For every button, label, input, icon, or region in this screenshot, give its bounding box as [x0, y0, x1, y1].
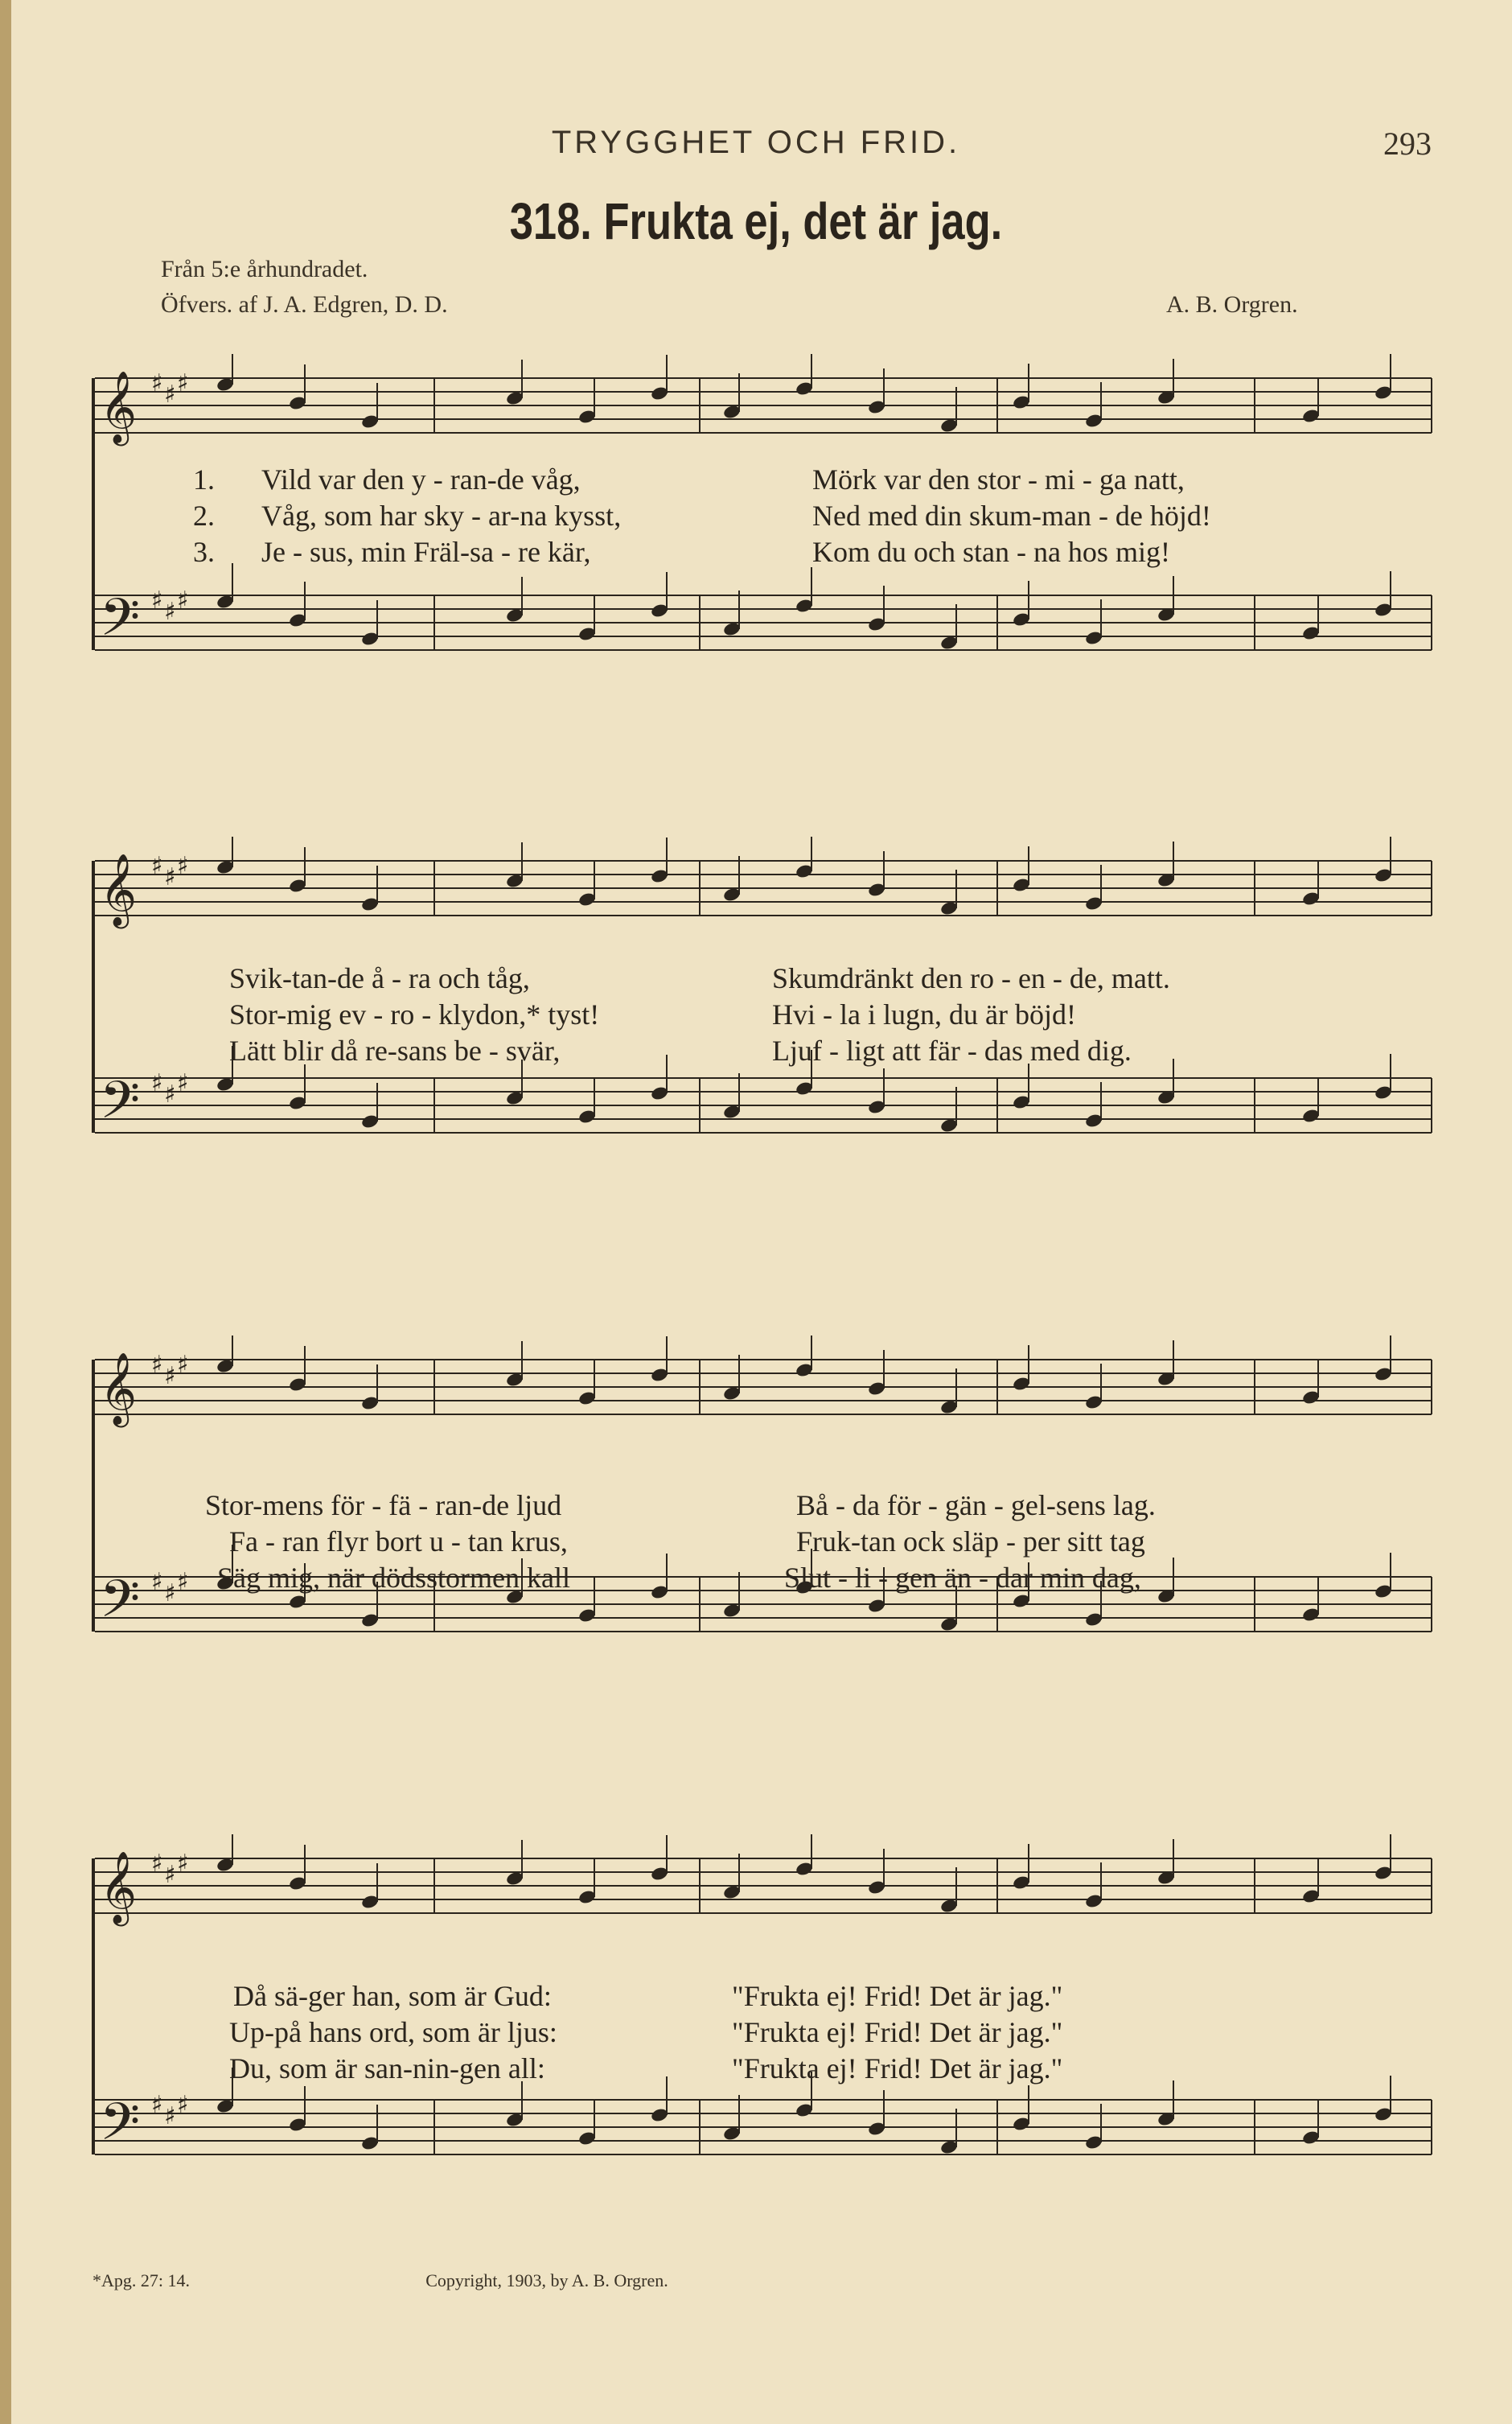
music-system-1 — [88, 338, 1440, 724]
staff-0 — [95, 354, 1432, 447]
treble-clef-icon: 𝄞 — [100, 854, 138, 926]
verse-number: 2. — [193, 500, 215, 532]
page-number: 293 — [1383, 126, 1432, 162]
sharp-icon: ♯ — [151, 369, 163, 397]
lyric-line-2-2 — [88, 998, 1440, 1033]
lyric-line-4-2 — [88, 2015, 1440, 2051]
music-system-4 — [88, 1818, 1440, 2237]
lyric-line-2-1 — [88, 961, 1440, 997]
lyric-line-3-1 — [88, 1488, 1440, 1524]
lyric-second-half: Fruk-tan ock släp - per sitt tag — [796, 1525, 1145, 1558]
treble-clef-icon: 𝄞 — [100, 371, 138, 443]
lyric-second-half: Slut - li - gen än - dar min dag, — [784, 1562, 1141, 1594]
sharp-icon: ♯ — [151, 1069, 163, 1097]
footnote: *Apg. 27: 14. — [92, 2270, 190, 2290]
lyric-first-half: Vild var den y - ran-de våg, — [261, 463, 581, 496]
sharp-icon: ♯ — [177, 1351, 189, 1379]
sharp-icon: ♯ — [164, 863, 176, 891]
sharp-icon: ♯ — [177, 1568, 189, 1596]
lyric-line-1-3 — [88, 535, 1440, 570]
composer-credit: A. B. Orgren. — [1166, 291, 1298, 318]
sharp-icon: ♯ — [177, 369, 189, 397]
sharp-icon: ♯ — [177, 852, 189, 880]
text-origin: Från 5:e århundradet. — [161, 256, 368, 282]
sharp-icon: ♯ — [164, 381, 176, 409]
lyric-second-half: "Frukta ej! Frid! Det är jag." — [732, 2016, 1063, 2048]
treble-clef-icon: 𝄞 — [100, 1851, 138, 1924]
sharp-icon: ♯ — [151, 2091, 163, 2119]
staff-0 — [95, 1834, 1432, 1927]
lyric-second-half: Mörk var den stor - mi - ga natt, — [812, 463, 1185, 496]
lyric-second-half: Skumdränkt den ro - en - de, matt. — [772, 962, 1170, 994]
lyric-second-half: "Frukta ej! Frid! Det är jag." — [732, 2052, 1063, 2084]
lyric-second-half: Kom du och stan - na hos mig! — [812, 536, 1170, 568]
lyric-first-half: Du, som är san-nin-gen all: — [229, 2052, 545, 2084]
lyric-first-half: Våg, som har sky - ar-na kysst, — [261, 500, 622, 532]
verse-number: 3. — [193, 536, 215, 568]
sharp-icon: ♯ — [151, 852, 163, 880]
lyric-first-half: Säg mig, när dödsstormen kall — [217, 1562, 570, 1594]
bass-clef-icon: 𝄢 — [100, 1570, 141, 1642]
sharp-icon: ♯ — [177, 2091, 189, 2119]
staff-0 — [95, 1335, 1432, 1428]
bass-clef-icon: 𝄢 — [100, 588, 141, 661]
lyric-line-3-3 — [88, 1561, 1440, 1596]
treble-clef-icon: 𝄞 — [100, 1352, 138, 1425]
lyric-first-half: Svik-tan-de å - ra och tåg, — [229, 962, 530, 994]
lyric-second-half: Hvi - la i lugn, du är böjd! — [772, 998, 1076, 1031]
lyric-first-half: Då sä-ger han, som är Gud: — [233, 1980, 552, 2012]
lyric-first-half: Je - sus, min Fräl-sa - re kär, — [261, 536, 591, 568]
sharp-icon: ♯ — [164, 1861, 176, 1889]
bass-clef-icon: 𝄢 — [100, 2093, 141, 2165]
lyric-second-half: "Frukta ej! Frid! Det är jag." — [732, 1980, 1063, 2012]
bass-clef-icon: 𝄢 — [100, 1071, 141, 1143]
lyric-line-4-3 — [88, 2052, 1440, 2087]
lyric-line-2-3 — [88, 1034, 1440, 1069]
staff-1 — [95, 563, 1432, 661]
sharp-icon: ♯ — [177, 586, 189, 615]
lyric-second-half: Bå - da för - gän - gel-sens lag. — [796, 1489, 1156, 1521]
sharp-icon: ♯ — [177, 1069, 189, 1097]
lyric-first-half: Lätt blir då re-sans be - svär, — [229, 1035, 561, 1067]
lyric-line-1-1 — [88, 463, 1440, 498]
sharp-icon: ♯ — [164, 1362, 176, 1390]
music-system-2 — [88, 821, 1440, 1207]
sharp-icon: ♯ — [164, 1080, 176, 1109]
sharp-icon: ♯ — [164, 2102, 176, 2130]
lyric-second-half: Ljuf - ligt att fär - das med dig. — [772, 1035, 1132, 1067]
running-title: TRYGGHET OCH FRID. — [551, 125, 961, 160]
sharp-icon: ♯ — [151, 1568, 163, 1596]
lyric-first-half: Fa - ran flyr bort u - tan krus, — [229, 1525, 568, 1558]
sharp-icon: ♯ — [151, 1351, 163, 1379]
hymn-title: 318. Frukta ej, det är jag. — [509, 192, 1003, 250]
sharp-icon: ♯ — [151, 586, 163, 615]
copyright-notice: Copyright, 1903, by A. B. Orgren. — [425, 2270, 668, 2290]
lyric-line-4-1 — [88, 1979, 1440, 2015]
lyric-first-half: Stor-mens för - fä - ran-de ljud — [205, 1489, 562, 1521]
verse-number: 1. — [193, 463, 215, 496]
lyric-first-half: Stor-mig ev - ro - klydon,* tyst! — [229, 998, 600, 1031]
sharp-icon: ♯ — [164, 1579, 176, 1607]
lyric-line-1-2 — [88, 499, 1440, 534]
sharp-icon: ♯ — [177, 1850, 189, 1878]
lyric-first-half: Up-på hans ord, som är ljus: — [229, 2016, 557, 2048]
sharp-icon: ♯ — [164, 598, 176, 626]
lyric-second-half: Ned med din skum-man - de höjd! — [812, 500, 1211, 532]
music-system-3 — [88, 1319, 1440, 1706]
book-spine-edge — [0, 0, 11, 2424]
translator-credit: Öfvers. af J. A. Edgren, D. D. — [161, 291, 448, 318]
sharp-icon: ♯ — [151, 1850, 163, 1878]
staff-0 — [95, 837, 1432, 929]
lyric-line-3-2 — [88, 1525, 1440, 1560]
